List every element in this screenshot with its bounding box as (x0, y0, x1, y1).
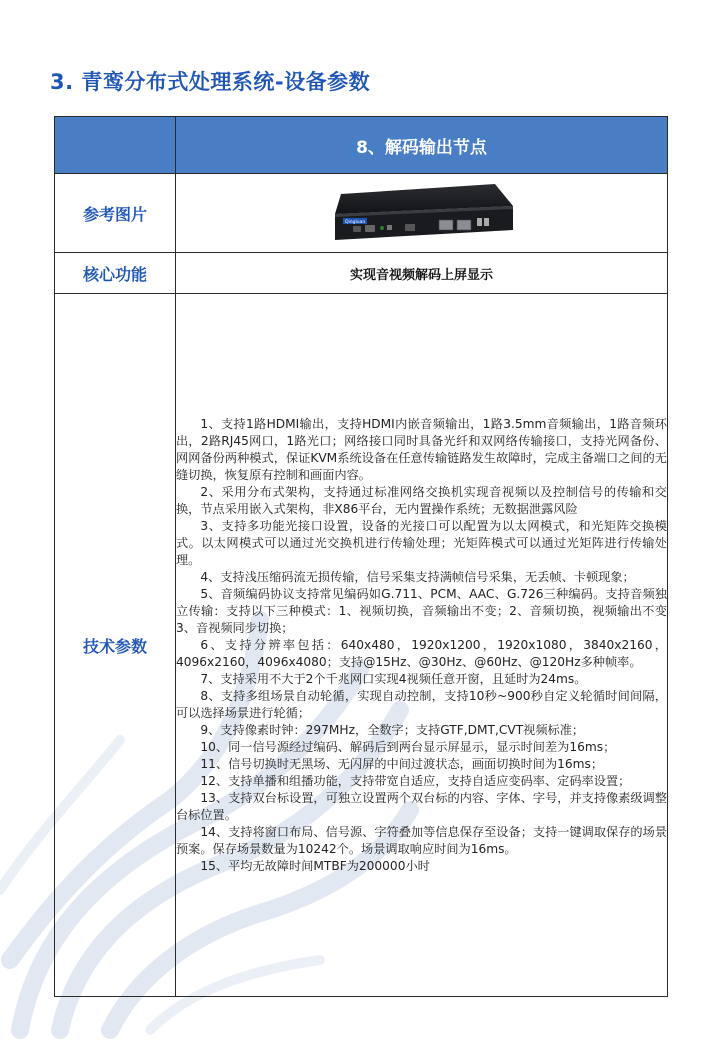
table-title: 8、解码输出节点 (176, 117, 668, 174)
tech-param-item: 15、平均无故障时间MTBF为200000小时 (200, 858, 430, 873)
tech-params-row (55, 294, 668, 997)
core-function-value: 实现音视频解码上屏显示 (176, 253, 668, 294)
core-function-row (55, 253, 668, 294)
image-row (55, 174, 668, 253)
spec-table (54, 116, 668, 997)
page-heading: 3. 青鸾分布式处理系统-设备参数 (50, 70, 371, 94)
tech-param-item: 7、支持采用不大于2个千兆网口实现4视频任意开窗，且延时为24ms。 (200, 671, 587, 686)
image-label: 参考图片 (55, 174, 176, 253)
image-cell (176, 174, 668, 253)
table-header-row (55, 117, 668, 174)
device-brand-text: Qingluan (344, 220, 365, 225)
tech-param-item: 2、采用分布式架构，支持通过标准网络交换机实现音视频以及控制信号的传输和交换，节点采用嵌入式架构，非X86平台，无内置操作系统；无数据泄露风险 (176, 484, 667, 516)
tech-param-item: 1、支持1路HDMI输出，支持HDMI内嵌音频输出，1路3.5mm音频输出，1路音频环出，2路RJ45网口，1路光口；网络接口同时具备光纤和双网络传输接口，支持光网备份、网网备份两种模式，保证KVM系统设备在任意传输链路发生故障时，完成主备端口之间的无缝切换，恢复原有控制和画面内容。 (176, 416, 667, 482)
header-blank-cell (55, 117, 176, 174)
tech-param-item: 14、支持将窗口布局、信号源、字符叠加等信息保存至设备；支持一键调取保存的场景预案。保存场景数量为10242个。场景调取响应时间为16ms。 (176, 824, 667, 856)
core-function-label: 核心功能 (55, 253, 176, 294)
tech-param-item: 13、支持双台标设置，可独立设置两个双台标的内容、字体、字号，并支持像素级调整台标位置。 (176, 790, 667, 822)
tech-param-item: 10、同一信号源经过编码、解码后到两台显示屏显示，显示时间差为16ms； (200, 739, 616, 754)
tech-params-cell (176, 294, 668, 997)
tech-param-item: 4、支持浅压缩码流无损传输，信号采集支持满帧信号采集，无丢帧、卡顿现象； (200, 569, 635, 584)
tech-param-item: 9、支持像素时钟：297MHz，全数字；支持GTF,DMT,CVT视频标准； (200, 722, 585, 737)
tech-param-item: 3、支持多功能光接口设置，设备的光接口可以配置为以太网模式，和光矩阵交换模式。以太网模式可以通过光交换机进行传输处理；光矩阵模式可以通过光矩阵进行传输处理。 (176, 518, 667, 567)
tech-param-item: 8、支持多组场景自动轮循，实现自动控制，支持10秒~900秒自定义轮循时间间隔，可以选择场景进行轮循； (176, 688, 667, 720)
tech-param-item: 12、支持单播和组播功能，支持带宽自适应，支持自适应变码率、定码率设置； (200, 773, 631, 788)
decoder-device-image (327, 180, 517, 246)
tech-param-item: 6、支持分辨率包括：640x480，1920x1200，1920x1080，3840x2160，4096x2160，4096x4080；支持@15Hz、@30Hz、@60Hz、@120Hz多种帧率。 (176, 637, 667, 669)
tech-params-label: 技术参数 (55, 294, 176, 997)
tech-param-item: 11、信号切换时无黑场、无闪屏的中间过渡状态，画面切换时间为16ms； (200, 756, 604, 771)
tech-param-item: 5、音频编码协议支持常见编码如G.711、PCM、AAC、G.726三种编码。支持音频独立传输：支持以下三种模式：1、视频切换，音频输出不变；2、音频切换，视频输出不变3、音视频同步切换； (176, 586, 667, 635)
